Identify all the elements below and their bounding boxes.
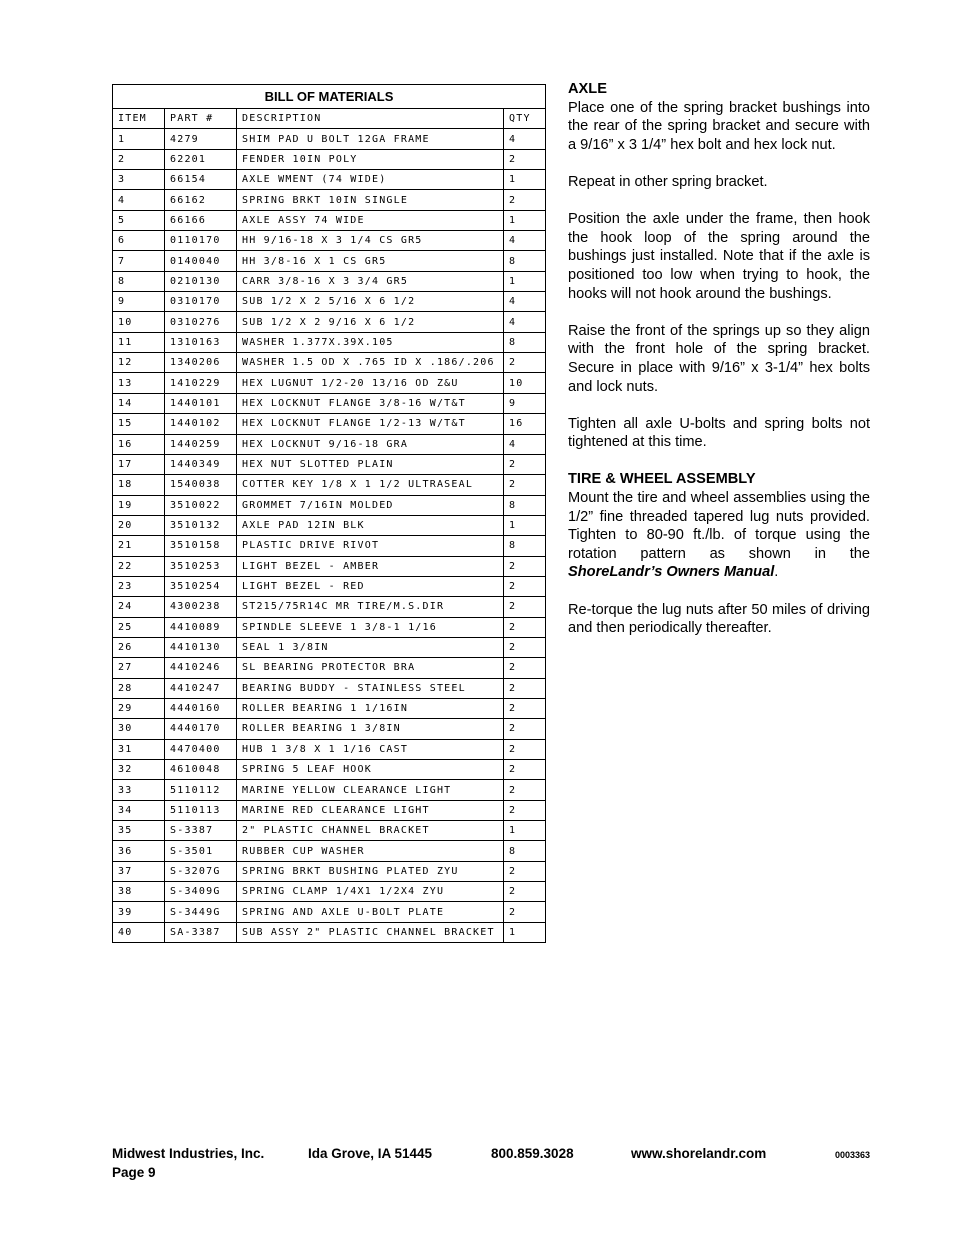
table-row [113, 353, 546, 373]
item-cell: 21 [113, 536, 165, 556]
qty-cell: 2 [504, 475, 546, 495]
qty-cell: 2 [504, 861, 546, 881]
qty-cell: 2 [504, 760, 546, 780]
part-cell: 4410130 [165, 637, 237, 657]
qty-cell: 2 [504, 658, 546, 678]
item-cell: 13 [113, 373, 165, 393]
table-row [113, 678, 546, 698]
description-cell: WASHER 1.5 OD X .765 ID X .186/.206 [237, 353, 504, 373]
assembly-instructions [568, 80, 870, 656]
part-cell: 3510253 [165, 556, 237, 576]
qty-cell: 2 [504, 780, 546, 800]
description-cell: HEX LUGNUT 1/2-20 13/16 OD Z&U [237, 373, 504, 393]
part-cell: 66166 [165, 210, 237, 230]
table-row [113, 739, 546, 759]
table-row [113, 556, 546, 576]
description-cell: HEX LOCKNUT FLANGE 1/2-13 W/T&T [237, 414, 504, 434]
description-cell: HH 9/16-18 X 3 1/4 CS GR5 [237, 231, 504, 251]
item-cell: 4 [113, 190, 165, 210]
part-cell: 3510022 [165, 495, 237, 515]
table-row [113, 861, 546, 881]
qty-cell: 2 [504, 617, 546, 637]
item-cell: 32 [113, 760, 165, 780]
table-row [113, 231, 546, 251]
item-cell: 2 [113, 149, 165, 169]
part-cell: 66154 [165, 170, 237, 190]
part-cell: 1440259 [165, 434, 237, 454]
item-cell: 12 [113, 353, 165, 373]
part-cell: 5110113 [165, 800, 237, 820]
description-cell: ROLLER BEARING 1 1/16IN [237, 698, 504, 718]
item-cell: 34 [113, 800, 165, 820]
qty-cell: 4 [504, 231, 546, 251]
part-cell: SA-3387 [165, 922, 237, 942]
part-cell: S-3409G [165, 882, 237, 902]
instruction-paragraph: Re-torque the lug nuts after 50 miles of driving and then periodically thereafter. [568, 601, 870, 637]
qty-cell: 4 [504, 312, 546, 332]
item-cell: 38 [113, 882, 165, 902]
instruction-paragraph: Position the axle under the frame, then hook the hook loop of the spring around the bushings just installed. Note that if the axle is positioned too low when trying to hook, the hooks will not hook around the bushings. [568, 211, 870, 302]
item-cell: 33 [113, 780, 165, 800]
item-cell: 6 [113, 231, 165, 251]
item-cell: 15 [113, 414, 165, 434]
part-cell: 4279 [165, 129, 237, 149]
part-cell: 1440349 [165, 454, 237, 474]
item-cell: 20 [113, 515, 165, 535]
description-cell: SPRING CLAMP 1/4X1 1/2X4 ZYU [237, 882, 504, 902]
table-row [113, 637, 546, 657]
part-cell: 4440160 [165, 698, 237, 718]
description-cell: SPINDLE SLEEVE 1 3/8-1 1/16 [237, 617, 504, 637]
table-row [113, 190, 546, 210]
part-cell: 4470400 [165, 739, 237, 759]
header-description: DESCRIPTION [237, 109, 504, 129]
description-cell: AXLE WMENT (74 WIDE) [237, 170, 504, 190]
item-cell: 40 [113, 922, 165, 942]
qty-cell: 2 [504, 698, 546, 718]
part-cell: 4410246 [165, 658, 237, 678]
table-row [113, 658, 546, 678]
part-cell: S-3501 [165, 841, 237, 861]
qty-cell: 16 [504, 414, 546, 434]
qty-cell: 2 [504, 739, 546, 759]
item-cell: 16 [113, 434, 165, 454]
item-cell: 8 [113, 271, 165, 291]
table-row [113, 495, 546, 515]
table-row [113, 149, 546, 169]
description-cell: SHIM PAD U BOLT 12GA FRAME [237, 129, 504, 149]
footer-city: Ida Grove, IA 51445 [308, 1146, 433, 1161]
part-cell: 1340206 [165, 353, 237, 373]
instruction-paragraph [568, 489, 870, 582]
item-cell: 17 [113, 454, 165, 474]
part-cell: 62201 [165, 149, 237, 169]
table-row [113, 454, 546, 474]
description-cell: SUB 1/2 X 2 9/16 X 6 1/2 [237, 312, 504, 332]
qty-cell: 4 [504, 434, 546, 454]
table-row [113, 373, 546, 393]
header-qty: QTY [504, 109, 546, 129]
part-cell: 1440101 [165, 393, 237, 413]
table-row [113, 597, 546, 617]
qty-cell: 2 [504, 882, 546, 902]
table-row [113, 780, 546, 800]
table-row [113, 882, 546, 902]
table-row [113, 170, 546, 190]
item-cell: 35 [113, 821, 165, 841]
text-run: . [774, 564, 779, 581]
part-cell: 3510158 [165, 536, 237, 556]
description-cell: ST215/75R14C MR TIRE/M.S.DIR [237, 597, 504, 617]
description-cell: SPRING BRKT 10IN SINGLE [237, 190, 504, 210]
table-row [113, 902, 546, 922]
description-cell: MARINE RED CLEARANCE LIGHT [237, 800, 504, 820]
description-cell: GROMMET 7/16IN MOLDED [237, 495, 504, 515]
item-cell: 37 [113, 861, 165, 881]
text-run: Mount the tire and wheel assemblies using the 1/2” fine threaded tapered lug nuts provided. Tighten to 80-90 ft./lb. of torque using the rotation pattern as shown in the [568, 490, 870, 562]
description-cell: AXLE ASSY 74 WIDE [237, 210, 504, 230]
part-cell: 1410229 [165, 373, 237, 393]
qty-cell: 9 [504, 393, 546, 413]
qty-cell: 2 [504, 902, 546, 922]
instruction-paragraph: Tighten all axle U-bolts and spring bolts not tightened at this time. [568, 415, 870, 451]
part-cell: 1310163 [165, 332, 237, 352]
description-cell: 2" PLASTIC CHANNEL BRACKET [237, 821, 504, 841]
table-row [113, 210, 546, 230]
part-cell: 3510132 [165, 515, 237, 535]
description-cell: SUB 1/2 X 2 5/16 X 6 1/2 [237, 292, 504, 312]
table-row [113, 414, 546, 434]
description-cell: SL BEARING PROTECTOR BRA [237, 658, 504, 678]
table-row [113, 821, 546, 841]
header-part: PART # [165, 109, 237, 129]
item-cell: 28 [113, 678, 165, 698]
item-cell: 18 [113, 475, 165, 495]
qty-cell: 8 [504, 841, 546, 861]
table-row [113, 617, 546, 637]
table-row [113, 129, 546, 149]
qty-cell: 1 [504, 210, 546, 230]
item-cell: 14 [113, 393, 165, 413]
item-cell: 26 [113, 637, 165, 657]
qty-cell: 2 [504, 576, 546, 596]
item-cell: 9 [113, 292, 165, 312]
item-cell: 22 [113, 556, 165, 576]
axle-heading: AXLE [568, 81, 607, 97]
description-cell: BEARING BUDDY - STAINLESS STEEL [237, 678, 504, 698]
description-cell: RUBBER CUP WASHER [237, 841, 504, 861]
description-cell: PLASTIC DRIVE RIVOT [237, 536, 504, 556]
description-cell: HH 3/8-16 X 1 CS GR5 [237, 251, 504, 271]
table-row [113, 271, 546, 291]
item-cell: 1 [113, 129, 165, 149]
description-cell: HEX LOCKNUT 9/16-18 GRA [237, 434, 504, 454]
qty-cell: 2 [504, 149, 546, 169]
part-cell: 0310170 [165, 292, 237, 312]
qty-cell: 2 [504, 719, 546, 739]
description-cell: HEX LOCKNUT FLANGE 3/8-16 W/T&T [237, 393, 504, 413]
owners-manual-reference: ShoreLandr’s Owners Manual [568, 564, 775, 581]
description-cell: CARR 3/8-16 X 3 3/4 GR5 [237, 271, 504, 291]
description-cell: SPRING AND AXLE U-BOLT PLATE [237, 902, 504, 922]
qty-cell: 8 [504, 536, 546, 556]
item-cell: 25 [113, 617, 165, 637]
item-cell: 30 [113, 719, 165, 739]
description-cell: FENDER 10IN POLY [237, 149, 504, 169]
qty-cell: 2 [504, 678, 546, 698]
qty-cell: 1 [504, 170, 546, 190]
qty-cell: 2 [504, 353, 546, 373]
part-cell: 1440102 [165, 414, 237, 434]
qty-cell: 1 [504, 271, 546, 291]
table-row [113, 515, 546, 535]
part-cell: 4410089 [165, 617, 237, 637]
description-cell: HEX NUT SLOTTED PLAIN [237, 454, 504, 474]
item-cell: 10 [113, 312, 165, 332]
footer-phone: 800.859.3028 [491, 1146, 574, 1161]
part-cell: 0210130 [165, 271, 237, 291]
header-item: ITEM [113, 109, 165, 129]
item-cell: 31 [113, 739, 165, 759]
description-cell: SEAL 1 3/8IN [237, 637, 504, 657]
bom-header-row [113, 109, 546, 129]
table-row [113, 312, 546, 332]
table-row [113, 760, 546, 780]
item-cell: 29 [113, 698, 165, 718]
table-row [113, 393, 546, 413]
description-cell: ROLLER BEARING 1 3/8IN [237, 719, 504, 739]
table-row [113, 719, 546, 739]
table-row [113, 251, 546, 271]
qty-cell: 8 [504, 332, 546, 352]
item-cell: 39 [113, 902, 165, 922]
description-cell: MARINE YELLOW CLEARANCE LIGHT [237, 780, 504, 800]
page-number: Page 9 [112, 1165, 156, 1180]
description-cell: WASHER 1.377X.39X.105 [237, 332, 504, 352]
item-cell: 23 [113, 576, 165, 596]
bom-title: BILL OF MATERIALS [113, 85, 546, 109]
description-cell: SPRING BRKT BUSHING PLATED ZYU [237, 861, 504, 881]
part-cell: 4440170 [165, 719, 237, 739]
description-cell: SUB ASSY 2" PLASTIC CHANNEL BRACKET [237, 922, 504, 942]
qty-cell: 2 [504, 637, 546, 657]
item-cell: 36 [113, 841, 165, 861]
qty-cell: 8 [504, 251, 546, 271]
part-cell: 4610048 [165, 760, 237, 780]
qty-cell: 4 [504, 292, 546, 312]
item-cell: 3 [113, 170, 165, 190]
part-cell: S-3387 [165, 821, 237, 841]
table-row [113, 841, 546, 861]
table-row [113, 800, 546, 820]
table-row [113, 922, 546, 942]
table-row [113, 434, 546, 454]
qty-cell: 1 [504, 515, 546, 535]
part-cell: 66162 [165, 190, 237, 210]
qty-cell: 1 [504, 821, 546, 841]
qty-cell: 2 [504, 556, 546, 576]
table-row [113, 292, 546, 312]
footer-website: www.shorelandr.com [631, 1146, 767, 1161]
part-cell: 4300238 [165, 597, 237, 617]
item-cell: 7 [113, 251, 165, 271]
description-cell: SPRING 5 LEAF HOOK [237, 760, 504, 780]
description-cell: LIGHT BEZEL - RED [237, 576, 504, 596]
footer-company: Midwest Industries, Inc. [112, 1146, 265, 1161]
item-cell: 19 [113, 495, 165, 515]
part-cell: 1540038 [165, 475, 237, 495]
bill-of-materials-table [112, 84, 546, 943]
qty-cell: 2 [504, 190, 546, 210]
item-cell: 5 [113, 210, 165, 230]
qty-cell: 8 [504, 495, 546, 515]
item-cell: 27 [113, 658, 165, 678]
description-cell: COTTER KEY 1/8 X 1 1/2 ULTRASEAL [237, 475, 504, 495]
table-row [113, 332, 546, 352]
instruction-paragraph: Raise the front of the springs up so they align with the front hole of the spring bracket. Secure in place with 9/16” x 3-1/4” hex bolts and lock nuts. [568, 322, 870, 395]
part-cell: 4410247 [165, 678, 237, 698]
qty-cell: 1 [504, 922, 546, 942]
part-cell: 3510254 [165, 576, 237, 596]
table-row [113, 698, 546, 718]
tire-wheel-heading: TIRE & WHEEL ASSEMBLY [568, 471, 756, 488]
part-cell: 5110112 [165, 780, 237, 800]
footer-doc-code: 0003363 [834, 1150, 870, 1160]
table-row [113, 475, 546, 495]
part-cell: 0110170 [165, 231, 237, 251]
description-cell: LIGHT BEZEL - AMBER [237, 556, 504, 576]
part-cell: S-3207G [165, 861, 237, 881]
part-cell: 0310276 [165, 312, 237, 332]
instruction-paragraph: Place one of the spring bracket bushings into the rear of the spring bracket and secure with a 9/16” x 3 1/4” hex bolt and hex lock nut. [568, 99, 870, 153]
table-row [113, 536, 546, 556]
table-row [113, 576, 546, 596]
qty-cell: 10 [504, 373, 546, 393]
instruction-paragraph: Repeat in other spring bracket. [568, 173, 768, 190]
description-cell: HUB 1 3/8 X 1 1/16 CAST [237, 739, 504, 759]
description-cell: AXLE PAD 12IN BLK [237, 515, 504, 535]
part-cell: S-3449G [165, 902, 237, 922]
part-cell: 0140040 [165, 251, 237, 271]
qty-cell: 2 [504, 800, 546, 820]
qty-cell: 2 [504, 597, 546, 617]
qty-cell: 2 [504, 454, 546, 474]
item-cell: 24 [113, 597, 165, 617]
item-cell: 11 [113, 332, 165, 352]
qty-cell: 4 [504, 129, 546, 149]
